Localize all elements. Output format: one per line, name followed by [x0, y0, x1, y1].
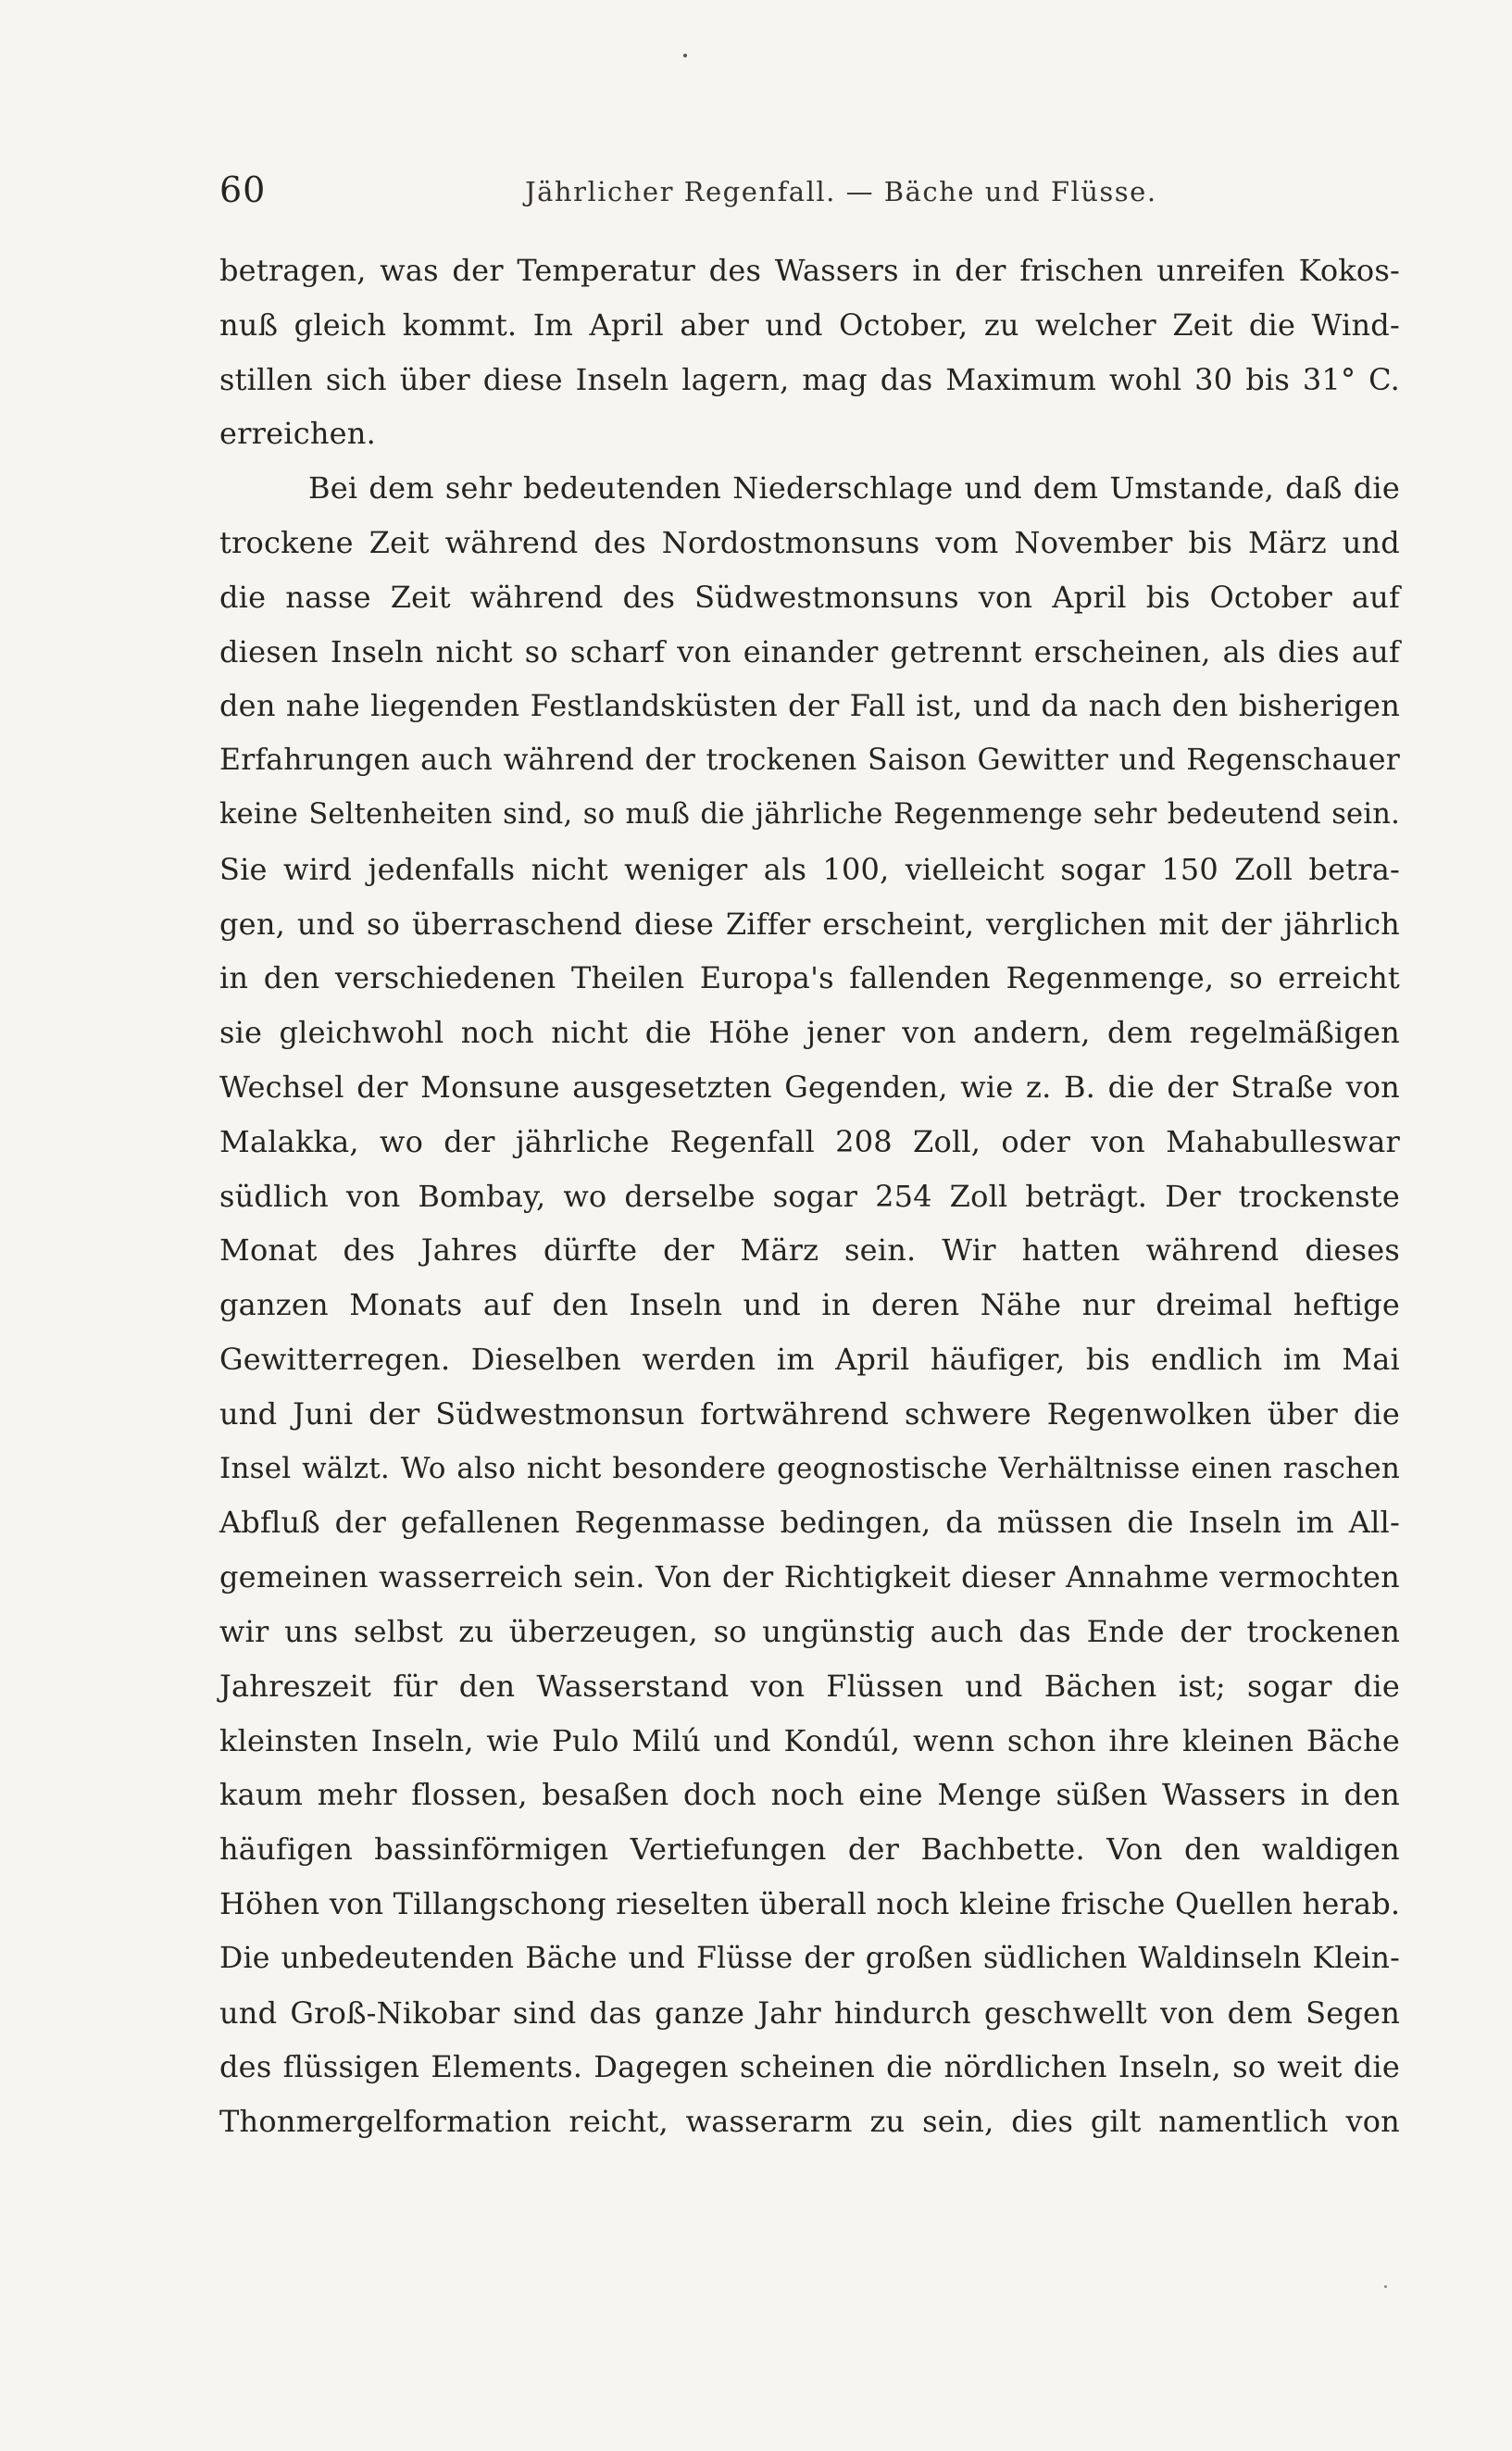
text-line: südlich von Bombay, wo derselbe sogar 254 Zoll beträgt. Der trockenste — [219, 1178, 1400, 1214]
text-line: den nahe liegenden Festlandsküsten der Fall ist, und da nach den bisherigen — [219, 688, 1400, 724]
text-line: Höhen von Tillangschong rieselten überall noch kleine frische Quellen herab. — [219, 1885, 1401, 1921]
text-line: Insel wälzt. Wo also nicht besondere geognostische Verhältnisse einen raschen — [219, 1451, 1400, 1485]
running-head: Jährlicher Regenfall. — Bäche und Flüsse. — [525, 176, 1157, 207]
text-line: Thonmergelformation reicht, wasserarm zu sein, dies gilt namentlich von — [219, 2104, 1400, 2140]
text-line: Wechsel der Monsune ausgesetzten Gegenden, wie z. B. die der Straße von — [219, 1069, 1400, 1105]
body-text — [219, 244, 1400, 2149]
text-line: Malakka, wo der jährliche Regenfall 208 Zoll, oder von Mahabulleswar — [219, 1123, 1400, 1159]
print-speck — [1384, 2285, 1387, 2288]
print-speck — [683, 54, 687, 57]
text-line: nuß gleich kommt. Im April aber und October, zu welcher Zeit die Wind- — [219, 306, 1400, 343]
text-line: wir uns selbst zu überzeugen, so ungünstig auch das Ende der trockenen — [219, 1613, 1400, 1649]
text-line: Jahreszeit für den Wasserstand von Flüssen und Bächen ist; sogar die — [219, 1668, 1400, 1704]
text-line: Monat des Jahres dürfte der März sein. Wir hatten während dieses — [219, 1232, 1400, 1269]
text-line: betragen, was der Temperatur des Wassers in der frischen unreifen Kokos- — [219, 253, 1400, 288]
text-line: Sie wird jedenfalls nicht weniger als 100, vielleicht sogar 150 Zoll betra- — [219, 851, 1400, 887]
text-line: erreichen. — [219, 416, 376, 452]
text-line: des flüssigen Elements. Dagegen scheinen die nördlichen Inseln, so weit die — [219, 2049, 1400, 2085]
page-number: 60 — [219, 169, 267, 210]
text-line: gemeinen wasserreich sein. Von der Richtigkeit dieser Annahme vermochten — [219, 1559, 1400, 1595]
text-line: gen, und so überraschend diese Ziffer erscheint, verglichen mit der jährlich — [219, 906, 1400, 942]
text-line: Gewitterregen. Dieselben werden im April häufiger, bis endlich im Mai — [219, 1341, 1400, 1377]
text-line: Bei dem sehr bedeutenden Niederschlage und dem Umstande, daß die — [308, 470, 1400, 506]
text-line: in den verschiedenen Theilen Europa's fallenden Regenmenge, so erreicht — [219, 960, 1400, 996]
page-header — [219, 165, 1331, 215]
text-line: sie gleichwohl noch nicht die Höhe jener von andern, dem regelmäßigen — [219, 1015, 1400, 1051]
text-line: die nasse Zeit während des Südwestmonsuns von April bis October auf — [219, 579, 1400, 615]
text-line: und Juni der Südwestmonsun fortwährend schwere Regenwolken über die — [219, 1395, 1400, 1432]
text-line: trockene Zeit während des Nordostmonsuns vom November bis März und — [219, 524, 1400, 560]
text-line: ganzen Monats auf den Inseln und in deren Nähe nur dreimal heftige — [219, 1287, 1400, 1323]
text-line: diesen Inseln nicht so scharf von einander getrennt erscheinen, als dies auf — [219, 633, 1400, 669]
text-line: und Groß-Nikobar sind das ganze Jahr hindurch geschwellt von dem Segen — [219, 1995, 1400, 2031]
text-line: Die unbedeutenden Bäche und Flüsse der großen südlichen Waldinseln Klein- — [219, 1941, 1400, 1975]
text-line: häufigen bassinförmigen Vertiefungen der Bachbette. Von den waldigen — [219, 1832, 1400, 1868]
text-line: kleinsten Inseln, wie Pulo Milú und Kondúl, wenn schon ihre kleinen Bäche — [219, 1722, 1400, 1758]
text-line: Abfluß der gefallenen Regenmasse bedingen, da müssen die Inseln im All- — [219, 1505, 1400, 1541]
text-line: kaum mehr flossen, besaßen doch noch eine Menge süßen Wassers in den — [219, 1777, 1400, 1813]
text-line: keine Seltenheiten sind, so muß die jährliche Regenmenge sehr bedeutend sein. — [219, 797, 1400, 831]
text-line: stillen sich über diese Inseln lagern, mag das Maximum wohl 30 bis 31° C. — [219, 361, 1400, 397]
text-line: Erfahrungen auch während der trockenen Saison Gewitter und Regenschauer — [219, 744, 1400, 778]
